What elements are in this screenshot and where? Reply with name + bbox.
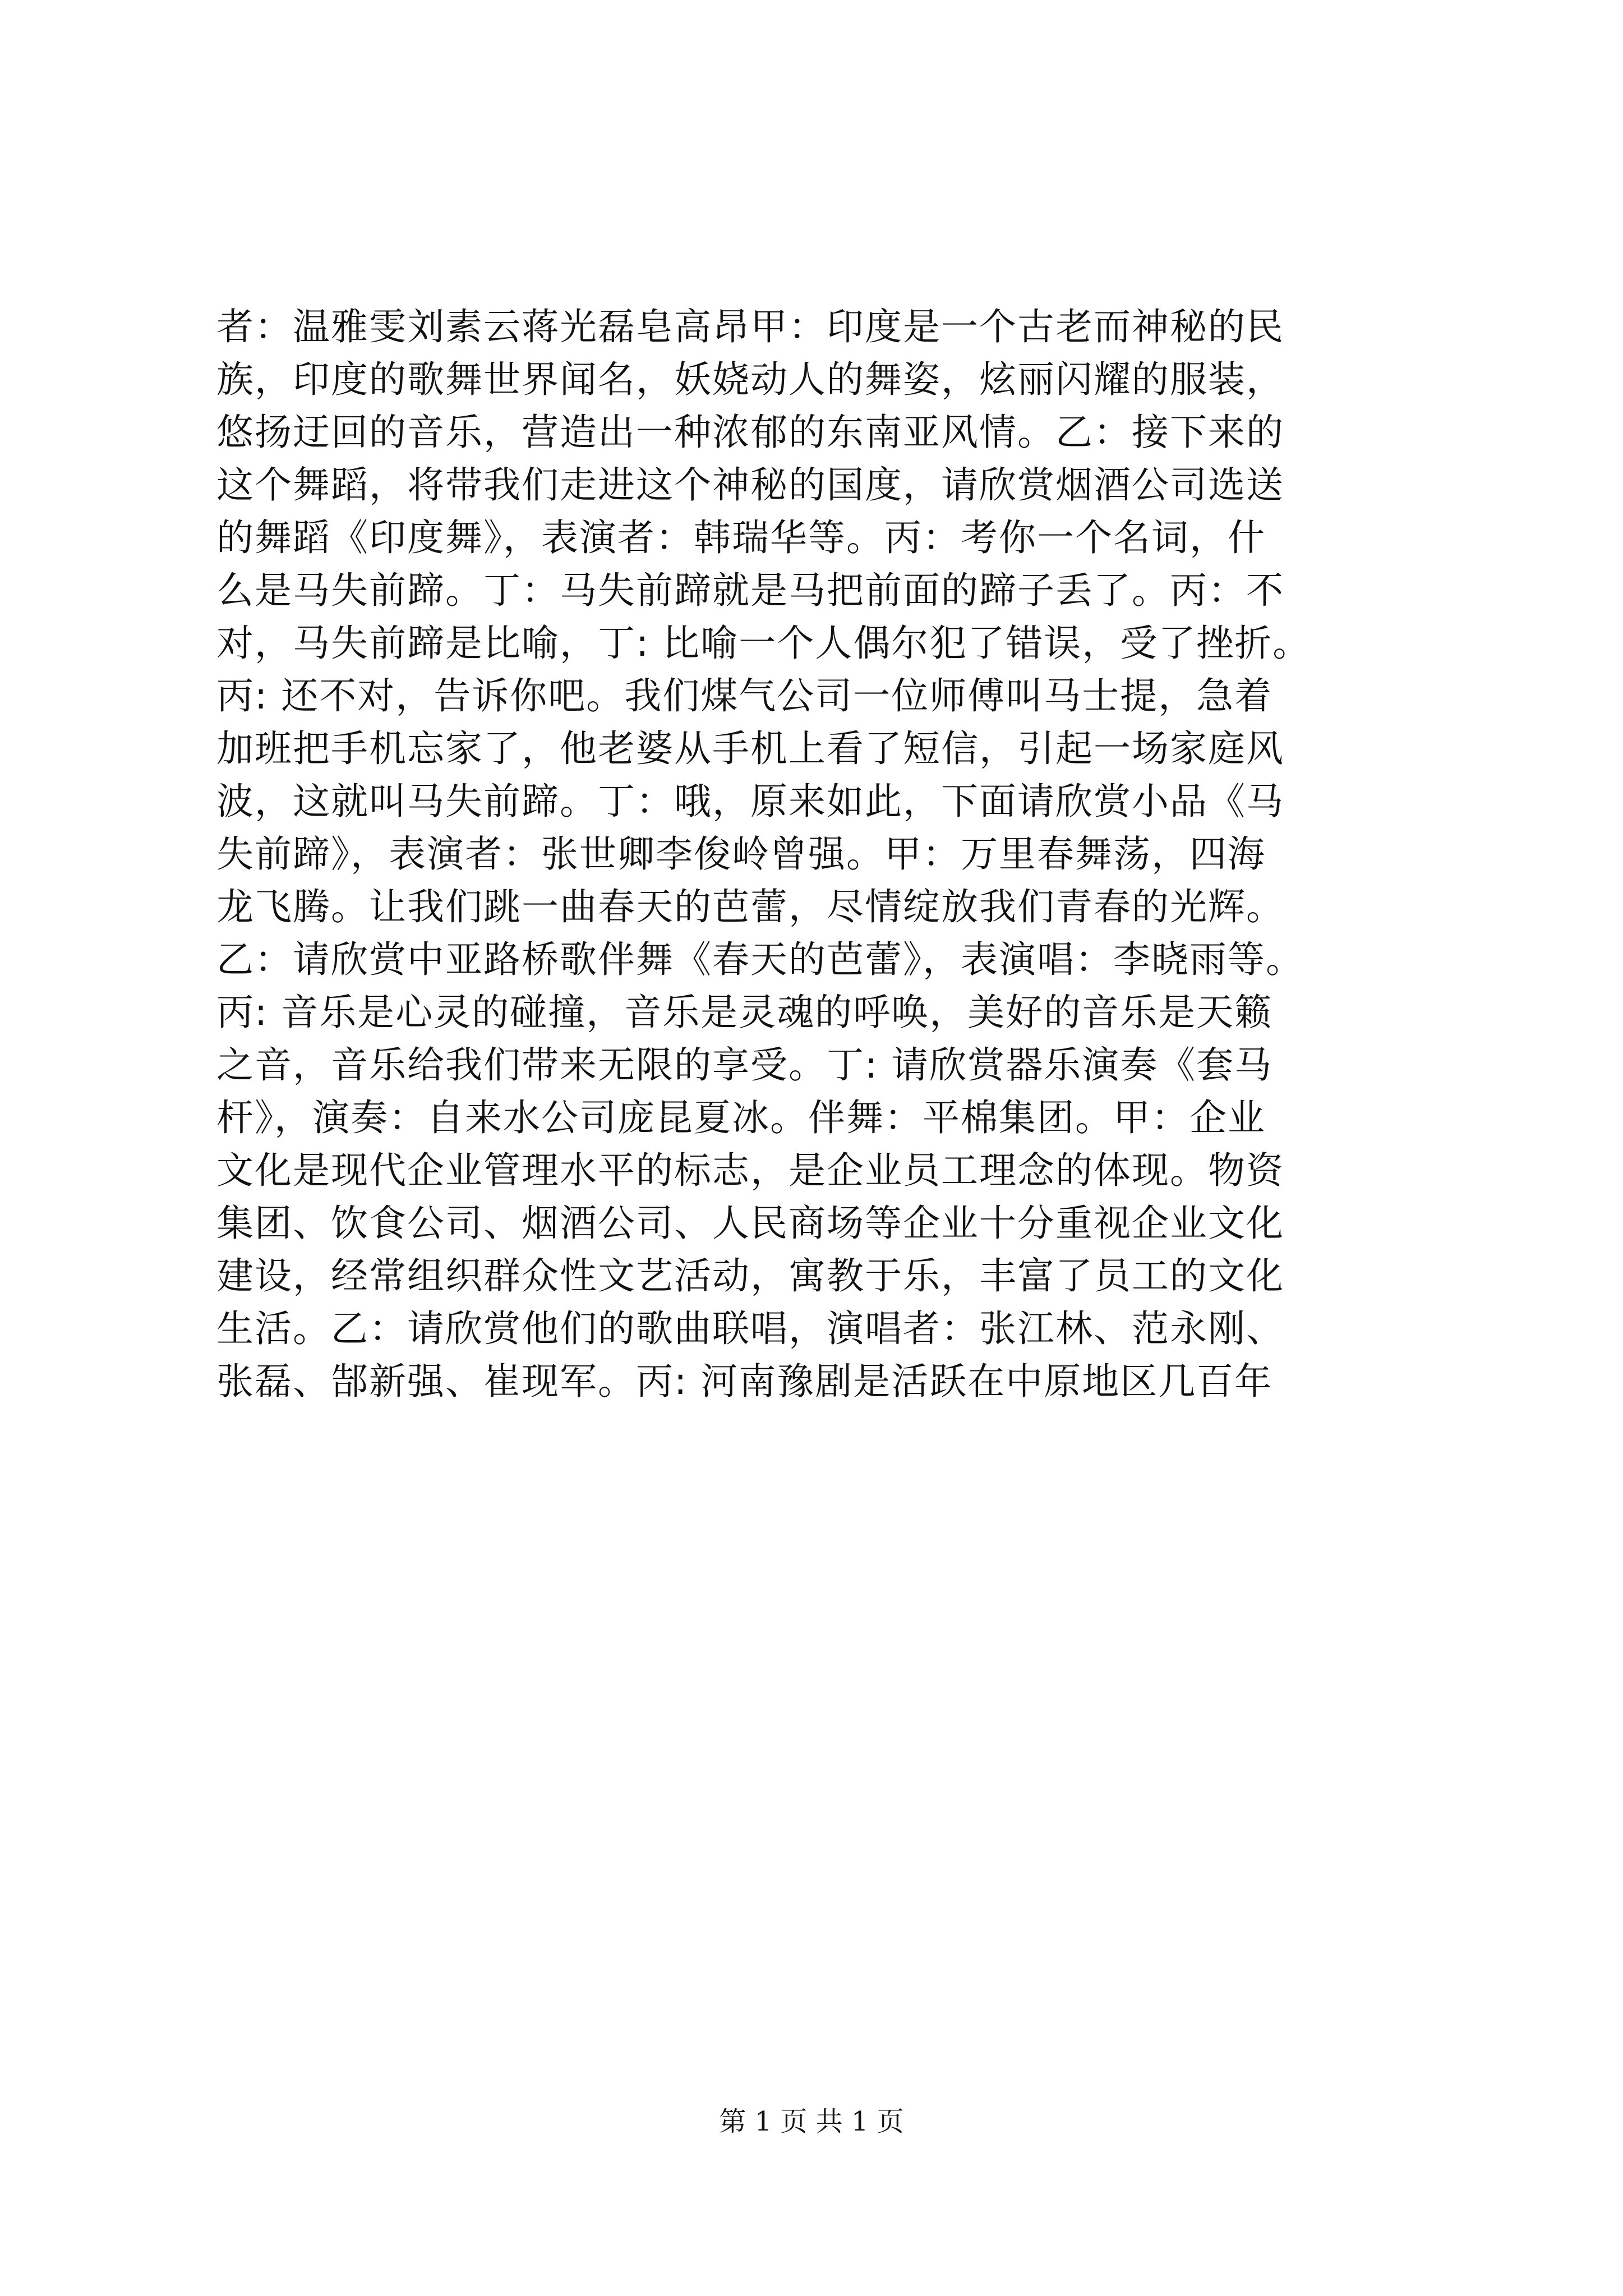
text-line: 建设，经常组织群众性文艺活动，寓教于乐，丰富了员工的文化 <box>216 1254 1284 1297</box>
text-line: 失前蹄》，表演者：张世卿李俊岭曾强。甲：万里春舞荡，四海 <box>216 832 1266 876</box>
text-line: 龙飞腾。让我们跳一曲春天的芭蕾，尽情绽放我们青春的光辉。 <box>216 885 1284 928</box>
text-line: 对，马失前蹄是比喻，丁: 比喻一个人偶尔犯了错误，受了挫折。 <box>216 622 1311 665</box>
text-line: 张磊、郜新强、崔现军。丙: 河南豫剧是活跃在中原地区几百年 <box>216 1360 1273 1403</box>
text-line: 者：温雅雯刘素云蒋光磊皂高昂甲：印度是一个古老而神秘的民 <box>216 305 1284 348</box>
text-line: 的舞蹈《印度舞》，表演者：韩瑞华等。丙：考你一个名词，什 <box>216 516 1266 559</box>
text-line: 族，印度的歌舞世界闻名，妖娆动人的舞姿，炫丽闪耀的服装， <box>216 358 1284 401</box>
text-line: 悠扬迂回的音乐，营造出一种浓郁的东南亚风情。乙：接下来的 <box>216 411 1284 454</box>
text-line: 之音，音乐给我们带来无限的享受。丁: 请欣赏器乐演奏《套马 <box>216 1043 1273 1087</box>
text-line: 乙：请欣赏中亚路桥歌伴舞《春天的芭蕾》，表演唱：李晓雨等。 <box>216 938 1304 981</box>
page-footer: 第 1 页 共 1 页 <box>719 2106 904 2137</box>
text-line: 集团、饮食公司、烟酒公司、人民商场等企业十分重视企业文化 <box>216 1202 1284 1245</box>
text-line: 这个舞蹈，将带我们走进这个神秘的国度，请欣赏烟酒公司选送 <box>216 463 1284 507</box>
text-line: 丙: 音乐是心灵的碰撞，音乐是灵魂的呼唤，美好的音乐是天籁 <box>216 991 1273 1034</box>
text-line: 丙: 还不对，告诉你吧。我们煤气公司一位师傅叫马士提，急着 <box>216 674 1273 717</box>
text-line: 加班把手机忘家了，他老婆从手机上看了短信，引起一场家庭风 <box>216 727 1284 770</box>
text-line: 文化是现代企业管理水平的标志，是企业员工理念的体现。物资 <box>216 1149 1284 1192</box>
text-line: 波，这就叫马失前蹄。丁：哦，原来如此，下面请欣赏小品《马 <box>216 780 1284 823</box>
text-line: 生活。乙：请欣赏他们的歌曲联唱，演唱者：张江林、范永刚、 <box>216 1307 1284 1350</box>
text-line: 杆》，演奏：自来水公司庞昆夏冰。伴舞：平棉集团。甲：企业 <box>216 1096 1266 1139</box>
text-line: 么是马失前蹄。丁：马失前蹄就是马把前面的蹄子丢了。丙：不 <box>216 569 1284 612</box>
document-body <box>216 301 1417 1408</box>
